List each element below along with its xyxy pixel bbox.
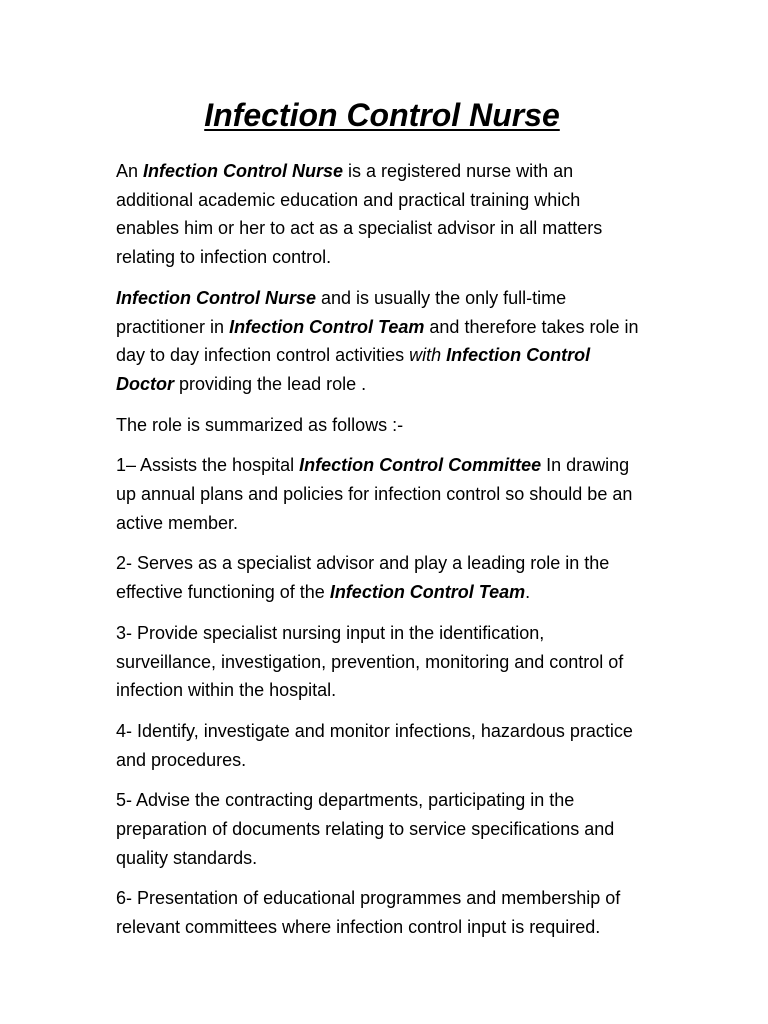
text-run: 1– Assists the hospital [116, 455, 300, 476]
paragraph [116, 157, 648, 272]
document-title: Infection Control Nurse [204, 97, 560, 133]
text-run: Infection Control Nurse [116, 287, 317, 308]
paragraph [116, 619, 648, 705]
text-run: 5- Advise the contracting departments, participating in the preparation of documents relating to service specifications and quality standards. [116, 790, 615, 868]
text-run: 2- Serves as a specialist advisor and play a leading role in the effective functioning of the [116, 553, 610, 603]
text-run: Infection Control Nurse [143, 161, 344, 181]
paragraph [116, 786, 648, 872]
text-run: In drawing up annual plans and policies for infection control so should be an active member. [116, 455, 633, 533]
text-run: is a registered nurse with an additional academic education and practical training which enables him or her to act as a specialist advisor in all matters relating to infection control. [116, 161, 603, 268]
text-run: and therefore takes role in day to day infection control activities [116, 316, 639, 366]
paragraph [116, 451, 648, 537]
text-run: and is usually the only full-time practitioner in [116, 287, 567, 337]
text-run: . [525, 582, 531, 603]
text-run: Infection Control Team [229, 316, 425, 337]
text-run: with [409, 345, 447, 366]
paragraph [116, 884, 648, 941]
paragraph [116, 717, 648, 774]
text-run: 3- Provide specialist nursing input in the identification, surveillance, investigation, prevention, monitoring and control of infection within the hospital. [116, 622, 624, 701]
text-run: Infection Control Doctor [116, 345, 591, 394]
paragraph [116, 549, 648, 606]
document-body [116, 157, 648, 942]
text-run: The role is summarized as follows :- [116, 414, 404, 435]
text-run: 4- Identify, investigate and monitor infections, hazardous practice and procedures. [116, 720, 633, 770]
text-run: An [116, 161, 144, 181]
paragraph [116, 284, 648, 399]
text-run: Infection Control Committee [299, 455, 542, 476]
paragraph [116, 411, 648, 440]
text-run: providing the lead role . [174, 373, 367, 394]
text-run: Infection Control Team [329, 582, 526, 603]
text-run: 6- Presentation of educational programmes and membership of relevant committees where infection control input is required. [116, 888, 621, 938]
